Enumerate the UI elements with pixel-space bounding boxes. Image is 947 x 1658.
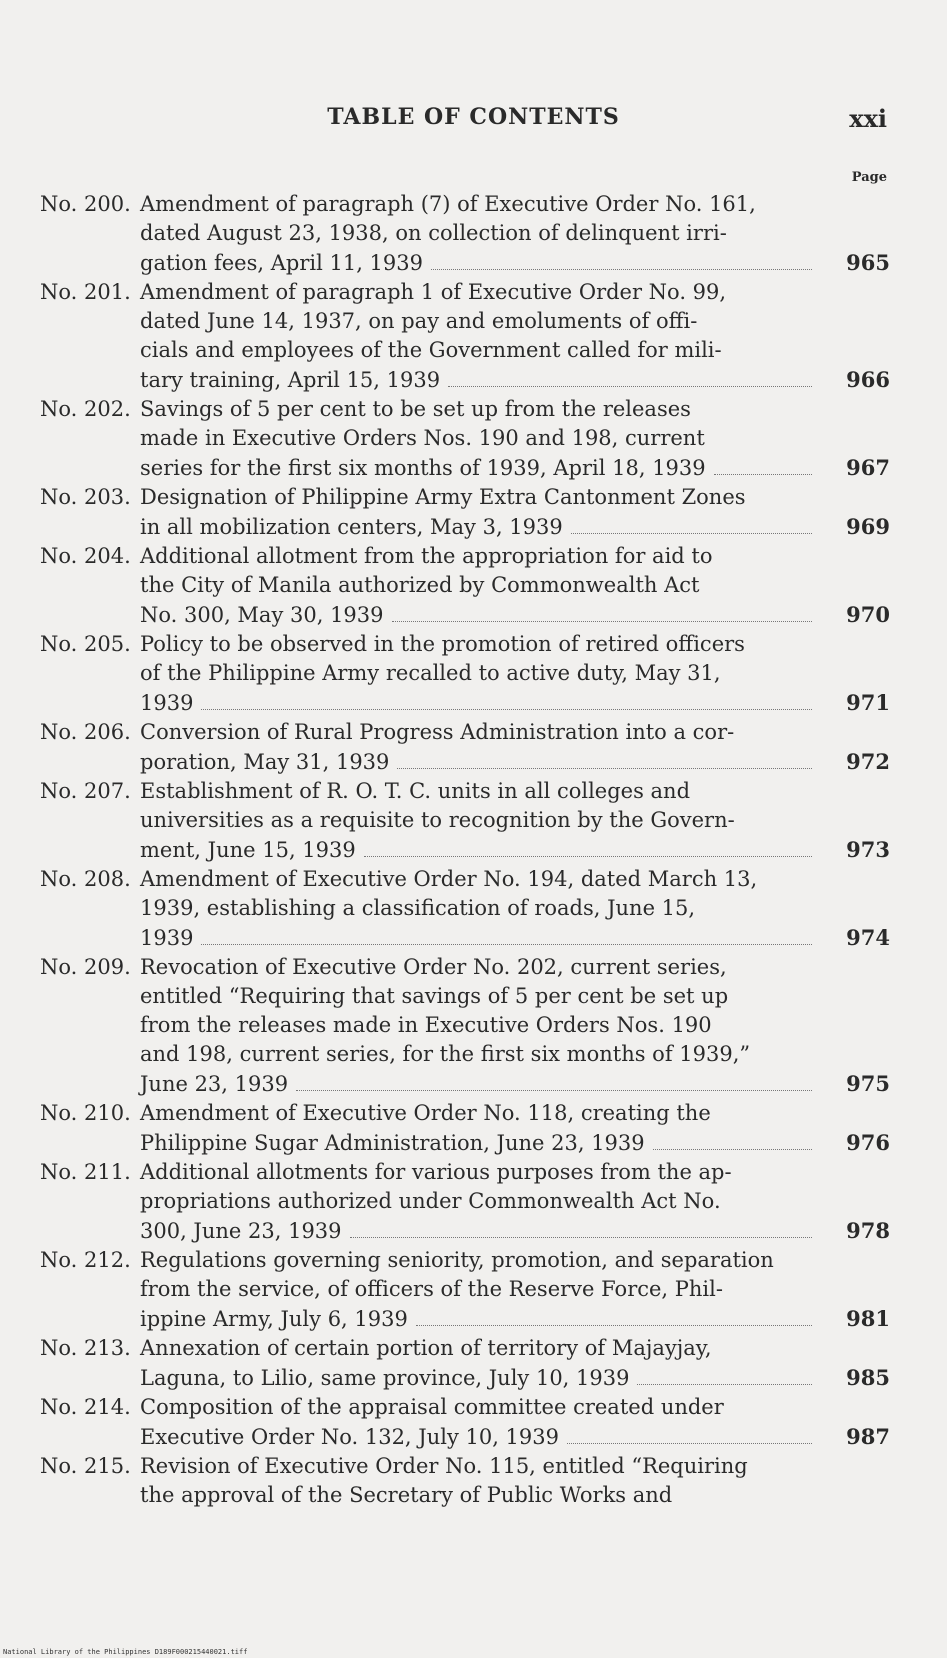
dot-leader bbox=[571, 515, 812, 534]
entry-line: Designation of Philippine Army Extra Cantonment Zones bbox=[140, 485, 746, 509]
scan-footer: National Library of the Philippines D189F000215440021.tiff bbox=[3, 1648, 248, 1656]
entry-line: series for the first six months of 1939, April 18, 1939 bbox=[140, 456, 706, 480]
toc-entry bbox=[40, 630, 890, 718]
entry-last-line bbox=[140, 248, 890, 278]
entry-line: ment, June 15, 1939 bbox=[140, 838, 356, 862]
toc-entry bbox=[40, 865, 890, 953]
toc-entry bbox=[40, 1246, 890, 1334]
entry-line: tary training, April 15, 1939 bbox=[140, 368, 441, 392]
toc-entry bbox=[40, 542, 890, 630]
entry-line: dated June 14, 1937, on pay and emoluments of offi- bbox=[140, 309, 698, 333]
entry-page-number: 965 bbox=[846, 250, 890, 275]
entry-line: from the service, of officers of the Reserve Force, Phil- bbox=[140, 1277, 723, 1301]
entry-body bbox=[140, 1334, 890, 1393]
entry-page-number: 987 bbox=[846, 1424, 890, 1449]
entry-last-line bbox=[140, 688, 890, 718]
entry-page-number: 978 bbox=[846, 1218, 890, 1243]
entry-last-line bbox=[140, 1128, 890, 1158]
entry-line: Establishment of R. O. T. C. units in all colleges and bbox=[140, 779, 691, 803]
dot-leader bbox=[350, 1219, 812, 1238]
toc-entry bbox=[40, 1158, 890, 1246]
entry-body bbox=[140, 718, 890, 777]
entry-line: Amendment of Executive Order No. 118, creating the bbox=[140, 1101, 711, 1125]
entry-body bbox=[140, 1246, 890, 1334]
entry-last-line bbox=[140, 600, 890, 630]
entry-body bbox=[140, 777, 890, 865]
entry-last-line bbox=[140, 1422, 890, 1452]
entry-page-number: 972 bbox=[846, 749, 890, 774]
entry-line: Laguna, to Lilio, same province, July 10, 1939 bbox=[140, 1366, 630, 1390]
toc-entry bbox=[40, 718, 890, 777]
entry-page-number: 981 bbox=[846, 1306, 890, 1331]
toc-entry bbox=[40, 483, 890, 542]
toc-entry bbox=[40, 1452, 890, 1510]
entry-body bbox=[140, 865, 890, 953]
entry-line: and 198, current series, for the first six months of 1939,” bbox=[140, 1042, 751, 1066]
entry-line: 1939 bbox=[140, 691, 194, 715]
toc-entries bbox=[40, 190, 890, 1510]
entry-number: No. 214. bbox=[40, 1395, 131, 1419]
entry-line: the approval of the Secretary of Public Works and bbox=[140, 1483, 673, 1507]
entry-page-number: 969 bbox=[846, 514, 890, 539]
entry-last-line bbox=[140, 1363, 890, 1393]
entry-line: universities as a requisite to recognition by the Govern- bbox=[140, 808, 735, 832]
entry-page-number: 974 bbox=[846, 925, 890, 950]
toc-entry bbox=[40, 395, 890, 483]
entry-line: No. 300, May 30, 1939 bbox=[140, 603, 384, 627]
entry-body bbox=[140, 630, 890, 718]
entry-page-number: 973 bbox=[846, 837, 890, 862]
entry-page-number: 985 bbox=[846, 1365, 890, 1390]
entry-line: 1939 bbox=[140, 926, 194, 950]
toc-entry bbox=[40, 278, 890, 395]
page-column-label: Page bbox=[851, 170, 887, 185]
entry-page-number: 976 bbox=[846, 1130, 890, 1155]
entry-body bbox=[140, 395, 890, 483]
entry-line: Savings of 5 per cent to be set up from the releases bbox=[140, 397, 691, 421]
entry-line: Additional allotments for various purposes from the ap- bbox=[140, 1160, 732, 1184]
dot-leader bbox=[448, 368, 812, 387]
page-title: TABLE OF CONTENTS bbox=[327, 104, 620, 130]
entry-number: No. 211. bbox=[40, 1160, 131, 1184]
entry-line: Composition of the appraisal committee created under bbox=[140, 1395, 724, 1419]
dot-leader bbox=[637, 1366, 812, 1385]
dot-leader bbox=[201, 926, 812, 945]
entry-number: No. 215. bbox=[40, 1454, 131, 1478]
entry-line: from the releases made in Executive Orders Nos. 190 bbox=[140, 1013, 712, 1037]
entry-last-line bbox=[140, 835, 890, 865]
entry-body bbox=[140, 278, 890, 395]
entry-number: No. 209. bbox=[40, 955, 131, 979]
entry-line: Regulations governing seniority, promotion, and separation bbox=[140, 1248, 774, 1272]
entry-line: Revocation of Executive Order No. 202, current series, bbox=[140, 955, 727, 979]
dot-leader bbox=[201, 691, 812, 710]
entry-line: in all mobilization centers, May 3, 1939 bbox=[140, 515, 563, 539]
entry-body bbox=[140, 483, 890, 542]
entry-line: propriations authorized under Commonwealth Act No. bbox=[140, 1189, 721, 1213]
entry-line: Philippine Sugar Administration, June 23, 1939 bbox=[140, 1131, 645, 1155]
entry-line: the City of Manila authorized by Commonwealth Act bbox=[140, 573, 700, 597]
entry-number: No. 205. bbox=[40, 632, 131, 656]
entry-line: June 23, 1939 bbox=[140, 1072, 289, 1096]
dot-leader bbox=[567, 1425, 812, 1444]
entry-line: Amendment of paragraph 1 of Executive Order No. 99, bbox=[140, 280, 727, 304]
entry-line: Annexation of certain portion of territory of Majayjay, bbox=[140, 1336, 712, 1360]
dot-leader bbox=[431, 251, 812, 270]
entry-last-line bbox=[140, 512, 890, 542]
entry-line: 300, June 23, 1939 bbox=[140, 1219, 342, 1243]
entry-line: 1939, establishing a classification of roads, June 15, bbox=[140, 896, 696, 920]
entry-number: No. 212. bbox=[40, 1248, 131, 1272]
entry-line: poration, May 31, 1939 bbox=[140, 750, 390, 774]
entry-body bbox=[140, 190, 890, 278]
entry-body bbox=[140, 1393, 890, 1452]
toc-entry bbox=[40, 953, 890, 1099]
entry-last-line bbox=[140, 1304, 890, 1334]
dot-leader bbox=[296, 1072, 812, 1091]
entry-number: No. 201. bbox=[40, 280, 131, 304]
entry-number: No. 206. bbox=[40, 720, 131, 744]
dot-leader bbox=[392, 603, 812, 622]
page-number: xxi bbox=[849, 104, 887, 133]
entry-page-number: 966 bbox=[846, 367, 890, 392]
entry-number: No. 202. bbox=[40, 397, 131, 421]
entry-body bbox=[140, 542, 890, 630]
entry-line: of the Philippine Army recalled to active duty, May 31, bbox=[140, 661, 721, 685]
entry-page-number: 971 bbox=[846, 690, 890, 715]
entry-last-line bbox=[140, 453, 890, 483]
toc-entry bbox=[40, 190, 890, 278]
dot-leader bbox=[653, 1131, 812, 1150]
dot-leader bbox=[397, 750, 812, 769]
entry-body bbox=[140, 1452, 890, 1510]
dot-leader bbox=[714, 456, 812, 475]
entry-number: No. 208. bbox=[40, 867, 131, 891]
entry-body bbox=[140, 1158, 890, 1246]
entry-line: Amendment of paragraph (7) of Executive Order No. 161, bbox=[140, 192, 756, 216]
entry-page-number: 967 bbox=[846, 455, 890, 480]
entry-body bbox=[140, 1099, 890, 1158]
entry-line: Executive Order No. 132, July 10, 1939 bbox=[140, 1425, 559, 1449]
entry-line: Additional allotment from the appropriation for aid to bbox=[140, 544, 713, 568]
toc-entry bbox=[40, 1099, 890, 1158]
entry-number: No. 200. bbox=[40, 192, 131, 216]
entry-number: No. 213. bbox=[40, 1336, 131, 1360]
entry-page-number: 975 bbox=[846, 1071, 890, 1096]
entry-line: entitled “Requiring that savings of 5 per cent be set up bbox=[140, 984, 729, 1008]
entry-last-line bbox=[140, 365, 890, 395]
entry-last-line bbox=[140, 1069, 890, 1099]
toc-entry bbox=[40, 1334, 890, 1393]
entry-line: gation fees, April 11, 1939 bbox=[140, 251, 423, 275]
entry-line: Policy to be observed in the promotion of retired officers bbox=[140, 632, 745, 656]
dot-leader bbox=[416, 1307, 812, 1326]
entry-line: made in Executive Orders Nos. 190 and 198, current bbox=[140, 426, 705, 450]
entry-last-line bbox=[140, 923, 890, 953]
entry-number: No. 207. bbox=[40, 779, 131, 803]
entry-line: Revision of Executive Order No. 115, entitled “Requiring bbox=[140, 1454, 748, 1478]
toc-entry bbox=[40, 1393, 890, 1452]
entry-page-number: 970 bbox=[846, 602, 890, 627]
entry-line: Amendment of Executive Order No. 194, dated March 13, bbox=[140, 867, 758, 891]
entry-line: Conversion of Rural Progress Administration into a cor- bbox=[140, 720, 735, 744]
toc-entry bbox=[40, 777, 890, 865]
entry-last-line bbox=[140, 747, 890, 777]
entry-line: cials and employees of the Government called for mili- bbox=[140, 338, 722, 362]
dot-leader bbox=[364, 838, 812, 857]
entry-line: ippine Army, July 6, 1939 bbox=[140, 1307, 408, 1331]
entry-line: dated August 23, 1938, on collection of delinquent irri- bbox=[140, 221, 727, 245]
entry-body bbox=[140, 953, 890, 1099]
entry-last-line bbox=[140, 1216, 890, 1246]
entry-number: No. 204. bbox=[40, 544, 131, 568]
entry-number: No. 203. bbox=[40, 485, 131, 509]
entry-number: No. 210. bbox=[40, 1101, 131, 1125]
